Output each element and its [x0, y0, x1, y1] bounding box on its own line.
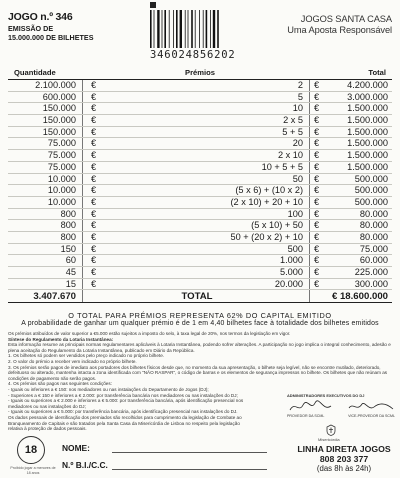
currency-symbol: €	[91, 267, 97, 277]
name-field-label: NOME:	[62, 443, 90, 453]
total-label: TOTAL	[83, 290, 310, 302]
prize-total	[310, 174, 392, 185]
name-field-line[interactable]	[112, 452, 267, 453]
currency-symbol: €	[91, 278, 97, 289]
prize-total	[310, 185, 392, 196]
prize-value	[83, 150, 310, 161]
currency-symbol: €	[314, 231, 320, 242]
prize-value-text: 20.000	[274, 278, 303, 289]
age-restriction-note: Proibido jogar a menores de 18 anos	[10, 466, 56, 475]
prize-value	[83, 92, 310, 103]
prize-quantity: 15	[8, 279, 83, 290]
prize-row	[8, 220, 392, 232]
prize-total	[310, 138, 392, 149]
currency-symbol: €	[314, 126, 320, 137]
prize-total	[310, 103, 392, 114]
id-field[interactable]	[62, 460, 108, 470]
prize-quantity: 10.000	[8, 185, 83, 196]
prize-quantity: 150.000	[8, 127, 83, 138]
prize-total	[310, 244, 392, 255]
prize-value-text: 5 + 5	[282, 126, 303, 137]
name-field[interactable]	[62, 443, 90, 453]
currency-symbol: €	[314, 80, 320, 90]
prize-total	[310, 115, 392, 126]
prize-total-text: 1.500.000	[347, 103, 388, 114]
prize-value-text: 1.000	[280, 255, 303, 266]
prize-total-text: 60.000	[359, 255, 388, 266]
prize-percentage: O TOTAL PARA PRÉMIOS REPRESENTA 62% DO CAPITAL EMITIDO	[68, 311, 332, 320]
prize-value	[83, 209, 310, 220]
prize-value-text: 10	[292, 103, 303, 114]
currency-symbol: €	[91, 208, 97, 219]
currency-symbol: €	[314, 208, 320, 219]
barcode-graphic	[149, 10, 236, 48]
signatures-block: ADMINISTRADORES EXECUTIVOS DO DJ PROVEDOR DA SCML VICE-PROVEDOR DA SCML	[287, 393, 395, 418]
total-quantity: 3.407.670	[8, 290, 83, 302]
currency-symbol: €	[314, 278, 320, 289]
prize-total	[310, 279, 392, 290]
prize-total-text: 1.500.000	[347, 161, 388, 172]
brand-block	[287, 14, 392, 36]
currency-symbol: €	[314, 220, 320, 231]
prize-row	[8, 232, 392, 244]
currency-symbol: €	[314, 138, 320, 149]
prize-total	[310, 92, 392, 103]
prize-total	[310, 150, 392, 161]
prize-total-text: 80.000	[359, 208, 388, 219]
currency-symbol: €	[314, 243, 320, 254]
prize-total	[310, 162, 392, 173]
currency-symbol: €	[91, 115, 97, 126]
prize-value-text: (2 x 10) + 20 + 10	[230, 196, 303, 207]
prize-total-text: 1.500.000	[347, 115, 388, 126]
game-number: JOGO n.º 346	[8, 11, 73, 23]
prize-table-header	[8, 68, 392, 80]
currency-symbol: €	[91, 103, 97, 114]
prize-value	[83, 255, 310, 266]
currency-symbol: €	[314, 267, 320, 277]
prize-value	[83, 220, 310, 231]
helpline-block: LINHA DIRETA JOGOS 808 203 377 (das 8h às 24h)	[297, 444, 391, 473]
prize-quantity: 10.000	[8, 174, 83, 185]
prize-row	[8, 244, 392, 256]
prize-value	[83, 232, 310, 243]
prize-total	[310, 209, 392, 220]
currency-symbol: €	[314, 91, 320, 102]
currency-symbol: €	[314, 255, 320, 266]
prize-row	[8, 127, 392, 139]
prize-value-text: 100	[287, 208, 303, 219]
prize-row	[8, 115, 392, 127]
prize-quantity: 600.000	[8, 92, 83, 103]
prize-row	[8, 80, 392, 92]
currency-symbol: €	[91, 91, 97, 102]
prize-value-text: 10 + 5 + 5	[261, 161, 303, 172]
age-restriction-badge: 18	[17, 436, 45, 464]
prize-quantity: 800	[8, 220, 83, 231]
prize-total-text: 75.000	[359, 243, 388, 254]
prize-row	[8, 162, 392, 174]
prize-value	[83, 103, 310, 114]
currency-symbol: €	[314, 161, 320, 172]
prize-value-text: 20	[292, 138, 303, 149]
prize-quantity: 75.000	[8, 162, 83, 173]
id-field-line[interactable]	[112, 469, 267, 470]
prize-quantity: 150.000	[8, 115, 83, 126]
currency-symbol: €	[91, 138, 97, 149]
prize-total	[310, 220, 392, 231]
currency-symbol: €	[91, 161, 97, 172]
currency-symbol: €	[91, 80, 97, 90]
currency-symbol: €	[91, 173, 97, 184]
prize-row	[8, 255, 392, 267]
prize-value-text: (5 x 6) + (10 x 2)	[235, 185, 303, 196]
prize-value	[83, 244, 310, 255]
prize-quantity: 800	[8, 209, 83, 220]
issue-size: EMISSÃO DE 15.000.000 DE BILHETES	[8, 24, 94, 42]
prize-total-text: 80.000	[359, 231, 388, 242]
prize-table-body	[8, 80, 392, 290]
scml-crest-icon	[325, 424, 337, 436]
prize-value	[83, 115, 310, 126]
win-probability: A probabilidade de ganhar um qualquer prémio é de 1 em 4,40 bilhetes face à totalidade dos bilhetes emitidos	[21, 320, 379, 327]
prize-quantity: 10.000	[8, 197, 83, 208]
regulation-summary: Os prémios atribuídos de valor superior a €5.000 estão sujeitos a imposto do selo, à taxa legal de 20%, nos termos da legislação em vigor. Síntese do Regulamento da Lotaria Instantânea: Esta informação resume as principais normas regulamentares aplicáveis à Lotaria Instantânea, podendo sofrer alterações. A participação no jogo implica o integral conhecimento, adesão e plena aceitação do Regulamento da Lotaria Instantânea, publicado em Diário da República. 1. Os bilhetes só podem ser vendidos pelo preço indicado no próprio bilhete. 2. O valor do prémio a receber vem indicado no próprio bilhete. 3. Os prémios serão pagos de imediato aos portadores dos bilhetes físicos desde que, no momento da sua apresentação, o bilhete seja legível, não se encontre mutilado, deteriorado, defeituoso ou alterado, mantenha intacta a zona identificada com "NÃO RASPAR", o código de barras e os elementos de segurança impressos no bilhete. Os bilhetes que não reúnam as condições de pagamento não serão pagos. 4. Os prémios são pagos nas seguintes condições: - Iguais ou inferiores a € 150: nos mediadores ou nas instalações do Departamento de Jogos (DJ); - Superiores a € 150 e inferiores a € 2.000: por transferência bancária nos mediadores ou nas instalações do DJ; - Iguais ou superiores a € 2.000 e inferiores a € 5.000: por transferência bancária, após identificação presencial nos mediadores ou nas instalações do DJ; - Iguais ou superiores a € 5.000: por transferência bancária, após identificação presencial nas instalações do DJ. Os dados pessoais de identificação dos premiados são recolhidos para cumprimento da legislação de Combate ao Branqueamento de Capitais e são tratados pela Santa Casa da Misericórdia de Lisboa no respeito pela legislação relativa à proteção de dados pessoais.	[8, 331, 391, 432]
prize-total-text: 80.000	[359, 220, 388, 231]
prize-value-text: (5 x 10) + 50	[251, 220, 303, 231]
currency-symbol: €	[314, 103, 320, 114]
prize-value-text: 5.000	[280, 267, 303, 277]
prize-quantity: 60	[8, 255, 83, 266]
prize-value-text: 2 x 5	[283, 115, 303, 126]
prize-total	[310, 232, 392, 243]
prize-table	[8, 68, 392, 303]
barcode-serial: 346024856202	[150, 49, 236, 61]
currency-symbol: €	[314, 115, 320, 126]
prize-value	[83, 162, 310, 173]
prize-value	[83, 174, 310, 185]
brand-name: JOGOS SANTA CASA	[300, 14, 392, 24]
prize-row	[8, 150, 392, 162]
prize-quantity: 45	[8, 267, 83, 278]
prize-total	[310, 80, 392, 91]
prize-row	[8, 174, 392, 186]
prize-row	[8, 209, 392, 221]
currency-symbol: €	[314, 150, 320, 161]
brand-tagline: Uma Aposta Responsável	[287, 25, 392, 35]
prize-total-text: 500.000	[354, 173, 388, 184]
prize-row	[8, 279, 392, 291]
prize-value	[83, 80, 310, 91]
prize-total-text: 1.500.000	[347, 138, 388, 149]
prize-quantity: 800	[8, 232, 83, 243]
prize-value	[83, 279, 310, 290]
prize-quantity: 150	[8, 244, 83, 255]
prize-value	[83, 197, 310, 208]
total-amount: € 18.600.000	[331, 291, 388, 303]
prize-value	[83, 127, 310, 138]
prize-quantity: 2.100.000	[8, 80, 83, 91]
prize-quantity: 75.000	[8, 138, 83, 149]
currency-symbol: €	[314, 173, 320, 184]
barcode-marker	[150, 2, 156, 8]
prize-quantity: 150.000	[8, 103, 83, 114]
prize-total-text: 3.000.000	[347, 91, 388, 102]
prize-value-text: 50	[292, 173, 303, 184]
total-row	[8, 290, 392, 303]
prize-value-text: 2 x 10	[277, 150, 303, 161]
currency-symbol: €	[91, 220, 97, 231]
prize-total	[310, 267, 392, 278]
column-premios: Prémios	[185, 68, 215, 77]
prize-total-text: 500.000	[354, 185, 388, 196]
currency-symbol: €	[91, 255, 97, 266]
prize-total	[310, 255, 392, 266]
prize-total-text: 500.000	[354, 196, 388, 207]
currency-symbol: €	[91, 243, 97, 254]
prize-value	[83, 138, 310, 149]
prize-total-text: 1.500.000	[347, 126, 388, 137]
prize-row	[8, 103, 392, 115]
prize-value-text: 5	[297, 91, 303, 102]
signature-vice-provedor	[347, 399, 395, 414]
currency-symbol: €	[91, 185, 97, 196]
prize-value-text: 50 + (20 x 2) + 10	[230, 231, 303, 242]
currency-symbol: €	[314, 185, 320, 196]
currency-symbol: €	[91, 231, 97, 242]
prize-value-text: 2	[297, 80, 303, 90]
prize-total-text: 225.000	[354, 267, 388, 277]
prize-value	[83, 267, 310, 278]
prize-row	[8, 185, 392, 197]
column-total: Total	[368, 68, 386, 77]
prize-value-text: 500	[287, 243, 303, 254]
currency-symbol: €	[91, 196, 97, 207]
prize-total-text: 300.000	[354, 278, 388, 289]
prize-row	[8, 197, 392, 209]
prize-row	[8, 138, 392, 150]
currency-symbol: €	[91, 126, 97, 137]
column-quantidade: Quantidade	[14, 68, 56, 77]
id-field-label: N.º B.I./C.C.	[62, 460, 108, 470]
currency-symbol: €	[314, 196, 320, 207]
prize-total-text: 4.200.000	[347, 80, 388, 90]
prize-total	[310, 127, 392, 138]
prize-total	[310, 197, 392, 208]
signature-provedor	[287, 399, 335, 414]
prize-quantity: 75.000	[8, 150, 83, 161]
scml-caption: Misericórdia	[318, 437, 340, 442]
prize-value	[83, 185, 310, 196]
prize-total-text: 1.500.000	[347, 150, 388, 161]
prize-row	[8, 92, 392, 104]
prize-row	[8, 267, 392, 279]
currency-symbol: €	[91, 150, 97, 161]
